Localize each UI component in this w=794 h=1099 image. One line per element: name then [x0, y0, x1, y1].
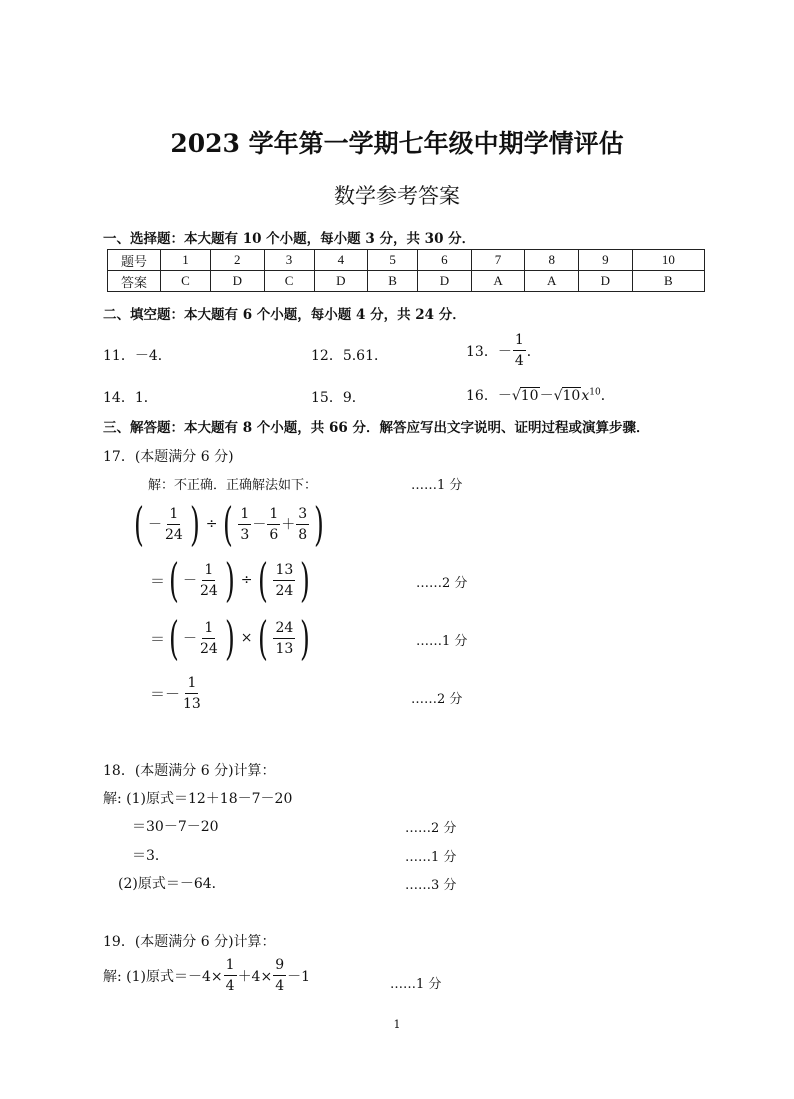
- q16-end: ．: [600, 388, 615, 404]
- parenthesis-group: ( － $\frac{1}{24}$ ): [169, 553, 235, 607]
- fraction-numerator: 1: [202, 563, 215, 581]
- section-fill-heading: 二、填空题：本大题有 6 个小题，每小题 4 分，共 24 分．: [103, 307, 466, 323]
- table-cell: 10: [632, 250, 704, 271]
- fraction-numerator: 1: [513, 333, 526, 351]
- fraction-denominator: 24: [199, 640, 218, 657]
- q19-line-1: [103, 958, 310, 993]
- fraction-numerator: 13: [273, 563, 295, 581]
- fraction-denominator: 6: [269, 526, 279, 543]
- table-header-cell: 答案: [108, 271, 161, 292]
- q18-line-2: ＝30－7－20: [132, 819, 219, 835]
- table-cell: 8: [525, 250, 579, 271]
- table-cell: 3: [264, 250, 314, 271]
- fraction: [296, 507, 309, 542]
- q18-score: ……1 分: [405, 850, 457, 865]
- exponent: 10: [589, 387, 601, 398]
- answer-q13: 13．－ $\frac{1}{4}$ ．: [466, 332, 541, 369]
- table-cell: A: [471, 271, 525, 292]
- sqrt-symbol: √: [511, 388, 521, 404]
- q17-score: ……1 分: [411, 478, 463, 493]
- q17-heading: 17．(本题满分 6 分): [103, 449, 234, 465]
- q17-intro: 解：不正确．正确解法如下：: [148, 478, 318, 493]
- table-cell: 1: [161, 250, 211, 271]
- q17-score: ……2 分: [416, 576, 468, 591]
- q17-step-4: ＝－ $\frac{1}{13}$: [150, 675, 201, 712]
- table-header-cell: 题号: [108, 250, 161, 271]
- q19-prefix: 解: (1)原式＝－4×: [103, 968, 223, 985]
- q18-line-3: ＝3．: [132, 848, 169, 864]
- q18-score: ……2 分: [405, 821, 457, 836]
- table-row: [108, 250, 705, 271]
- fraction-denominator: 24: [199, 582, 218, 599]
- parenthesis-group: ( $\frac{24}{13}$ ): [258, 611, 311, 665]
- table-cell: B: [632, 271, 704, 292]
- q16-minus: －: [539, 388, 554, 404]
- table-cell: 5: [368, 250, 418, 271]
- fraction-numerator: 1: [238, 507, 251, 525]
- fraction-denominator: 3: [240, 526, 250, 543]
- fraction-denominator: 8: [298, 526, 308, 543]
- q17-score: ……1 分: [416, 634, 468, 649]
- answer-q11: 11．－4．: [103, 348, 172, 364]
- fraction: [181, 676, 203, 711]
- fraction-denominator: 4: [225, 978, 235, 994]
- fraction-numerator: 1: [185, 676, 198, 694]
- variable-x: x: [581, 388, 590, 404]
- page-subtitle: 数学参考答案: [334, 184, 460, 208]
- q18-heading: 18．(本题满分 6 分)计算：: [103, 763, 276, 779]
- fraction: [163, 507, 185, 542]
- fraction: [273, 958, 286, 993]
- radicand: 10: [562, 388, 581, 404]
- table-cell: A: [525, 271, 579, 292]
- table-cell: 4: [314, 250, 368, 271]
- table-cell: C: [161, 271, 211, 292]
- q19-end: －1: [287, 968, 311, 985]
- fraction: [267, 507, 280, 542]
- fraction-denominator: 24: [275, 582, 294, 599]
- q16-prefix: 16．－: [466, 388, 512, 404]
- q17-step-2: ＝ ( － $\frac{1}{24}$ ) ÷ ( $\frac{13}{24}$ ): [150, 557, 314, 603]
- radicand: 10: [520, 388, 539, 404]
- q18-line-1: 解: (1)原式＝12＋18－7－20: [103, 791, 293, 807]
- table-row: [108, 271, 705, 292]
- q17-step-3: ＝ ( － $\frac{1}{24}$ ) × ( $\frac{24}{13}$ ): [150, 615, 314, 661]
- q19-mid: ＋4×: [237, 968, 273, 985]
- fraction-numerator: 1: [202, 621, 215, 639]
- sqrt-symbol: √: [553, 388, 563, 404]
- section-choice-heading: 一、选择题：本大题有 10 个小题，每小题 3 分，共 30 分．: [103, 231, 476, 247]
- parenthesis-group: ( $\frac{1}{3}$ － $\frac{1}{6}$ ＋ $\frac{3}{8}$ ): [223, 497, 325, 551]
- table-cell: D: [210, 271, 264, 292]
- parenthesis-group: ( － $\frac{1}{24}$ ): [134, 497, 200, 551]
- answer-q15: 15．9．: [311, 390, 366, 406]
- answer-q16: [466, 385, 615, 405]
- fraction: [198, 621, 220, 656]
- answer-q14: 14．1．: [103, 390, 158, 406]
- fraction: [224, 958, 237, 993]
- parenthesis-group: ( $\frac{13}{24}$ ): [258, 553, 311, 607]
- answer-table: [107, 249, 705, 292]
- table-cell: D: [314, 271, 368, 292]
- fraction-numerator: 9: [273, 958, 286, 976]
- fraction: [238, 507, 251, 542]
- q18-line-4: (2)原式＝－64．: [118, 876, 226, 892]
- table-cell: 7: [471, 250, 525, 271]
- fraction-denominator: 13: [275, 640, 294, 657]
- fraction-denominator: 24: [164, 526, 183, 543]
- fraction-denominator: 4: [275, 978, 285, 994]
- q17-score: ……2 分: [411, 692, 463, 707]
- fraction-denominator: 4: [514, 353, 524, 369]
- table-cell: B: [368, 271, 418, 292]
- answer-q12: 12．5.61．: [311, 348, 388, 364]
- fraction-numerator: 1: [167, 507, 180, 525]
- q13-fraction: [513, 333, 526, 368]
- q18-score: ……3 分: [405, 878, 457, 893]
- page-number: 1: [393, 1018, 401, 1031]
- parenthesis-group: ( － $\frac{1}{24}$ ): [169, 611, 235, 665]
- q13-prefix: 13．－: [466, 343, 512, 360]
- table-cell: 2: [210, 250, 264, 271]
- q19-heading: 19．(本题满分 6 分)计算：: [103, 934, 276, 950]
- table-cell: 6: [418, 250, 472, 271]
- q19-score: ……1 分: [390, 977, 442, 992]
- q17-step-1: ( － $\frac{1}{24}$ ) ÷ ( $\frac{1}{3}$ － $\frac{1}{6}$ ＋ $\frac{3}{8}$ ): [130, 501, 328, 547]
- fraction-numerator: 1: [267, 507, 280, 525]
- fraction-numerator: 1: [224, 958, 237, 976]
- fraction-numerator: 24: [273, 621, 295, 639]
- table-cell: D: [418, 271, 472, 292]
- fraction: [273, 621, 295, 656]
- fraction: [273, 563, 295, 598]
- section-solve-heading: 三、解答题：本大题有 8 个小题，共 66 分．解答应写出文字说明、证明过程或演算步骤．: [103, 420, 650, 436]
- fraction: [198, 563, 220, 598]
- table-cell: D: [579, 271, 633, 292]
- table-cell: 9: [579, 250, 633, 271]
- page-title: 2023 学年第一学期七年级中期学情评估: [170, 129, 624, 158]
- fraction-denominator: 13: [183, 696, 201, 712]
- fraction-numerator: 3: [296, 507, 309, 525]
- table-cell: C: [264, 271, 314, 292]
